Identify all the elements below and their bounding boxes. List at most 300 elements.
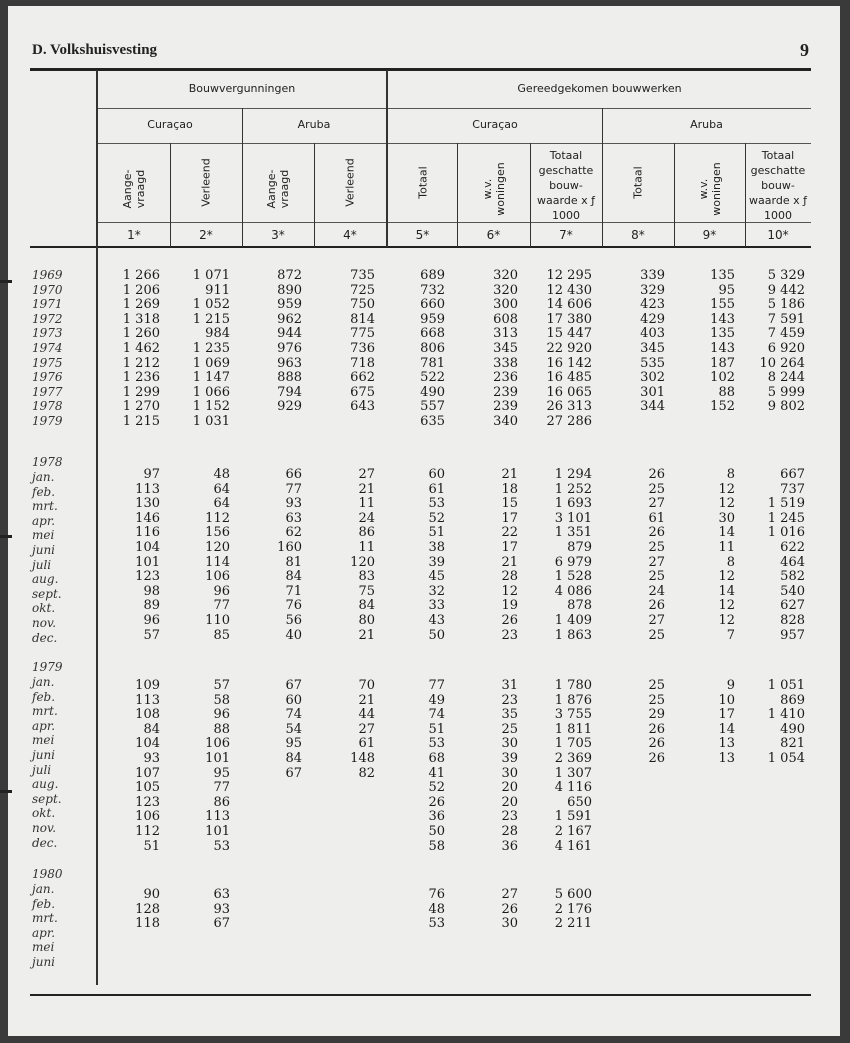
year-label: 1978 bbox=[32, 455, 63, 469]
table-cell: 77 bbox=[213, 780, 230, 796]
row-label: mrt. bbox=[32, 704, 58, 719]
row-label: dec. bbox=[32, 835, 58, 850]
table-cell: 67 bbox=[213, 916, 230, 932]
table-cell: 1 318 bbox=[122, 311, 160, 327]
table-cell: 21 bbox=[501, 467, 518, 482]
table-cell: 320 bbox=[493, 268, 518, 283]
table-cell: 339 bbox=[640, 268, 665, 283]
table-cell: 2 176 bbox=[554, 901, 592, 917]
table-cell: 26 bbox=[648, 721, 665, 737]
table-cell: 26 bbox=[648, 736, 665, 752]
row-label: jan. bbox=[32, 675, 55, 689]
table-cell: 16 065 bbox=[546, 384, 592, 400]
row-label: nov. bbox=[32, 821, 57, 835]
table-cell: 622 bbox=[780, 540, 805, 555]
table-cell: 39 bbox=[428, 554, 445, 570]
table-cell: 557 bbox=[420, 399, 445, 415]
table-cell: 70 bbox=[358, 678, 375, 693]
table-cell: 118 bbox=[135, 916, 160, 932]
table-cell: 116 bbox=[135, 525, 160, 541]
table-cell: 320 bbox=[493, 282, 518, 298]
table-cell: 1 863 bbox=[554, 627, 592, 643]
table-cell: 26 bbox=[501, 613, 518, 628]
table-cell: 12 bbox=[501, 583, 518, 599]
table-cell: 1 052 bbox=[192, 297, 230, 313]
table-cell: 582 bbox=[780, 569, 805, 585]
table-cell: 20 bbox=[501, 780, 518, 796]
column-number: 1* bbox=[127, 228, 141, 242]
table-cell: 156 bbox=[205, 525, 230, 541]
table-cell: 984 bbox=[205, 326, 230, 342]
row-label: mei bbox=[32, 528, 55, 543]
table-cell: 8 bbox=[726, 554, 735, 570]
table-cell: 814 bbox=[350, 311, 375, 327]
table-cell: 522 bbox=[420, 370, 445, 386]
group-header-permits: Bouwvergunningen bbox=[188, 82, 296, 95]
table-cell: 98 bbox=[143, 583, 160, 599]
table-cell: 27 bbox=[648, 613, 665, 628]
table-cell: 24 bbox=[358, 510, 375, 526]
table-cell: 660 bbox=[420, 297, 445, 313]
table-cell: 120 bbox=[350, 554, 375, 570]
table-cell: 51 bbox=[143, 838, 160, 854]
table-cell: 1 410 bbox=[767, 707, 805, 723]
column-header: Verleend bbox=[343, 158, 357, 207]
row-label: okt. bbox=[32, 806, 56, 821]
table-cell: 31 bbox=[501, 678, 518, 693]
table-cell: 959 bbox=[277, 297, 302, 313]
table-cell: 1 409 bbox=[554, 613, 592, 628]
table-cell: 959 bbox=[420, 311, 445, 327]
table-cell: 403 bbox=[640, 326, 665, 342]
table-cell: 26 bbox=[648, 598, 665, 614]
page-number: 9 bbox=[800, 40, 809, 60]
table-cell: 88 bbox=[213, 721, 230, 737]
table-cell: 96 bbox=[213, 583, 230, 599]
column-number: 7* bbox=[559, 228, 573, 242]
table-cell: 135 bbox=[710, 326, 735, 342]
column-number: 4* bbox=[343, 228, 357, 242]
table-cell: 794 bbox=[277, 384, 302, 400]
table-cell: 490 bbox=[420, 384, 445, 400]
table-cell: 239 bbox=[493, 399, 518, 415]
table-cell: 25 bbox=[648, 678, 665, 693]
table-cell: 429 bbox=[640, 311, 665, 327]
table-cell: 643 bbox=[350, 399, 375, 415]
table-cell: 329 bbox=[640, 282, 665, 298]
table-cell: 8 244 bbox=[767, 370, 805, 386]
table-cell: 11 bbox=[358, 496, 375, 512]
row-label: aug. bbox=[32, 777, 59, 792]
column-number: 3* bbox=[271, 228, 285, 242]
table-cell: 29 bbox=[648, 707, 665, 723]
table-cell: 25 bbox=[648, 627, 665, 643]
row-label: 1969 bbox=[32, 268, 63, 282]
table-cell: 135 bbox=[710, 268, 735, 283]
table-cell: 148 bbox=[350, 751, 375, 766]
table-cell: 64 bbox=[213, 496, 230, 512]
table-cell: 675 bbox=[350, 384, 375, 400]
table-cell: 74 bbox=[428, 707, 445, 723]
table-cell: 1 462 bbox=[122, 341, 160, 356]
table-cell: 775 bbox=[350, 326, 375, 342]
table-cell: 1 016 bbox=[767, 525, 805, 541]
row-label: 1976 bbox=[32, 370, 63, 385]
table-cell: 1 307 bbox=[554, 765, 592, 781]
table-cell: 5 329 bbox=[767, 268, 805, 283]
group-divider bbox=[386, 70, 388, 247]
table-cell: 113 bbox=[205, 809, 230, 825]
row-label: 1974 bbox=[32, 341, 63, 355]
table-cell: 14 bbox=[718, 721, 735, 737]
table-cell: 2 167 bbox=[554, 824, 592, 839]
table-cell: 19 bbox=[501, 598, 518, 614]
row-label: juni bbox=[32, 748, 56, 762]
table-cell: 608 bbox=[493, 311, 518, 327]
table-cell: 23 bbox=[501, 692, 518, 708]
table-cell: 77 bbox=[285, 481, 302, 497]
table-cell: 53 bbox=[213, 838, 230, 854]
column-number: 6* bbox=[486, 228, 501, 242]
column-number: 9* bbox=[702, 228, 717, 242]
table-cell: 1 245 bbox=[767, 510, 805, 526]
column-header: w.v. woningen bbox=[696, 162, 723, 216]
table-cell: 51 bbox=[428, 721, 445, 737]
table-cell: 143 bbox=[710, 341, 735, 356]
table-cell: 1 236 bbox=[122, 370, 160, 386]
table-cell: 146 bbox=[135, 510, 160, 526]
column-header: w.v. woningen bbox=[480, 162, 507, 216]
table-cell: 1 252 bbox=[554, 481, 592, 497]
table-cell: 60 bbox=[428, 467, 445, 482]
table-cell: 911 bbox=[205, 282, 230, 298]
table-cell: 7 591 bbox=[767, 311, 805, 327]
row-label: 1971 bbox=[32, 297, 63, 312]
table-cell: 1 069 bbox=[192, 355, 230, 371]
column-number: 5* bbox=[415, 228, 430, 242]
year-label: 1980 bbox=[32, 867, 63, 881]
row-label: dec. bbox=[32, 630, 58, 645]
row-label: aug. bbox=[32, 572, 59, 587]
table-cell: 10 264 bbox=[759, 355, 805, 371]
table-cell: 21 bbox=[358, 481, 375, 497]
column-number: 10* bbox=[767, 228, 789, 242]
table-cell: 313 bbox=[493, 326, 518, 342]
table-cell: 1 260 bbox=[122, 326, 160, 342]
table-cell: 13 bbox=[718, 751, 735, 766]
table-cell: 345 bbox=[640, 341, 665, 356]
table-cell: 929 bbox=[277, 399, 302, 415]
table-cell: 60 bbox=[285, 692, 302, 708]
table-cell: 18 bbox=[501, 481, 518, 497]
table-cell: 1 705 bbox=[554, 736, 592, 752]
table-cell: 96 bbox=[213, 707, 230, 723]
table-cell: 535 bbox=[640, 355, 665, 371]
table-cell: 2 369 bbox=[554, 751, 592, 766]
table-cell: 80 bbox=[358, 613, 375, 628]
table-cell: 102 bbox=[710, 370, 735, 386]
row-label: apr. bbox=[32, 513, 56, 528]
table-cell: 110 bbox=[205, 613, 230, 628]
subgroup-curacao-permits: Curaçao bbox=[147, 118, 193, 131]
table-cell: 4 161 bbox=[554, 838, 592, 854]
table-cell: 732 bbox=[420, 282, 445, 298]
row-label: mrt. bbox=[32, 911, 58, 926]
table-cell: 17 bbox=[718, 707, 735, 723]
column-header: Totaal bbox=[631, 166, 645, 199]
table-cell: 17 380 bbox=[546, 311, 592, 327]
table-cell: 74 bbox=[285, 707, 302, 723]
table-cell: 23 bbox=[501, 809, 518, 825]
table-cell: 40 bbox=[285, 627, 302, 643]
row-label: mei bbox=[32, 940, 55, 955]
table-cell: 872 bbox=[277, 268, 302, 283]
table-cell: 109 bbox=[135, 678, 160, 693]
table-cell: 5 999 bbox=[767, 384, 805, 400]
table-cell: 187 bbox=[710, 355, 735, 371]
table-cell: 35 bbox=[501, 707, 518, 723]
table-cell: 9 802 bbox=[767, 399, 805, 415]
table-cell: 27 bbox=[648, 496, 665, 512]
table-cell: 61 bbox=[358, 736, 375, 752]
table-cell: 49 bbox=[428, 692, 445, 708]
table-cell: 30 bbox=[501, 736, 518, 752]
table-cell: 89 bbox=[143, 598, 160, 614]
table-cell: 6 920 bbox=[767, 341, 805, 356]
table-cell: 668 bbox=[420, 326, 445, 342]
column-header: Verleend bbox=[199, 158, 213, 207]
rule bbox=[96, 108, 811, 109]
table-cell: 14 bbox=[718, 583, 735, 599]
row-label: mrt. bbox=[32, 499, 58, 514]
table-cell: 104 bbox=[135, 736, 160, 752]
table-cell: 90 bbox=[143, 887, 160, 902]
table-cell: 2 211 bbox=[554, 916, 592, 932]
table-cell: 1 519 bbox=[767, 496, 805, 512]
table-cell: 26 bbox=[648, 467, 665, 482]
table-cell: 84 bbox=[285, 751, 302, 766]
table-cell: 1 351 bbox=[554, 525, 592, 541]
table-cell: 67 bbox=[285, 678, 302, 693]
row-label: juli bbox=[32, 557, 52, 572]
table-cell: 750 bbox=[350, 297, 375, 313]
table-cell: 1 031 bbox=[192, 414, 230, 429]
table-cell: 890 bbox=[277, 282, 302, 298]
table-cell: 1 591 bbox=[554, 809, 592, 825]
table-cell: 1 780 bbox=[554, 678, 592, 693]
table-cell: 1 051 bbox=[767, 678, 805, 693]
table-cell: 16 142 bbox=[546, 355, 592, 371]
table-cell: 95 bbox=[718, 282, 735, 298]
table-cell: 20 bbox=[501, 794, 518, 810]
table-cell: 13 bbox=[718, 736, 735, 752]
table-cell: 12 bbox=[718, 613, 735, 628]
table-cell: 85 bbox=[213, 627, 230, 643]
row-label: 1972 bbox=[32, 311, 63, 326]
table-cell: 86 bbox=[358, 525, 375, 541]
table-cell: 1 152 bbox=[192, 399, 230, 415]
table-cell: 26 bbox=[648, 525, 665, 541]
table-cell: 540 bbox=[780, 583, 805, 599]
table-cell: 114 bbox=[205, 554, 230, 570]
table-cell: 627 bbox=[780, 598, 805, 614]
table-cell: 93 bbox=[143, 751, 160, 766]
table-cell: 1 299 bbox=[122, 384, 160, 400]
table-cell: 27 bbox=[648, 554, 665, 570]
table-cell: 105 bbox=[135, 780, 160, 796]
table-cell: 84 bbox=[358, 598, 375, 614]
table-cell: 66 bbox=[285, 467, 302, 482]
table-cell: 1 071 bbox=[192, 268, 230, 283]
table-cell: 17 bbox=[501, 540, 518, 555]
table-cell: 340 bbox=[493, 414, 518, 429]
table-cell: 344 bbox=[640, 399, 665, 415]
table-cell: 25 bbox=[648, 481, 665, 497]
table-cell: 423 bbox=[640, 297, 665, 313]
table-cell: 27 bbox=[358, 467, 375, 482]
table-cell: 63 bbox=[213, 887, 230, 902]
table-cell: 781 bbox=[420, 355, 445, 371]
table-cell: 301 bbox=[640, 384, 665, 400]
table-cell: 963 bbox=[277, 355, 302, 371]
table-cell: 21 bbox=[501, 554, 518, 570]
table-cell: 6 979 bbox=[554, 554, 592, 570]
table-cell: 7 459 bbox=[767, 326, 805, 342]
table-cell: 9 bbox=[726, 678, 735, 693]
table-cell: 108 bbox=[135, 707, 160, 723]
table-cell: 10 bbox=[718, 692, 735, 708]
table-cell: 4 116 bbox=[554, 780, 592, 796]
table-cell: 26 313 bbox=[546, 399, 592, 415]
table-cell: 1 269 bbox=[122, 297, 160, 313]
column-header: Aange- vraagd bbox=[121, 169, 147, 209]
table-cell: 16 485 bbox=[546, 370, 592, 386]
table-cell: 143 bbox=[710, 311, 735, 327]
table-cell: 23 bbox=[501, 627, 518, 643]
table-cell: 112 bbox=[205, 510, 230, 526]
row-label: juni bbox=[32, 955, 56, 969]
row-label: feb. bbox=[32, 896, 56, 911]
column-header: Aange- vraagd bbox=[265, 169, 291, 209]
column-header: Totaal bbox=[416, 166, 429, 199]
table-cell: 1 693 bbox=[554, 496, 592, 512]
table-cell: 1 294 bbox=[554, 467, 592, 482]
row-label: 1970 bbox=[32, 282, 63, 297]
table-cell: 52 bbox=[428, 510, 445, 526]
table-cell: 26 bbox=[648, 751, 665, 766]
table-cell: 12 bbox=[718, 598, 735, 614]
table-cell: 25 bbox=[648, 692, 665, 708]
table-cell: 97 bbox=[143, 467, 160, 482]
table-cell: 101 bbox=[205, 751, 230, 766]
table-cell: 53 bbox=[428, 496, 445, 512]
table-cell: 106 bbox=[135, 809, 160, 825]
table-cell: 36 bbox=[501, 838, 518, 854]
table-cell: 68 bbox=[428, 751, 445, 766]
table-cell: 95 bbox=[285, 736, 302, 752]
column-header: Totaal geschatte bouw-waarde x ƒ 1000 bbox=[749, 149, 807, 222]
table-cell: 101 bbox=[205, 824, 230, 839]
header-bottom-rule bbox=[30, 246, 811, 248]
table-cell: 155 bbox=[710, 297, 735, 313]
table-cell: 806 bbox=[420, 341, 445, 356]
table-cell: 120 bbox=[205, 540, 230, 555]
table-cell: 93 bbox=[213, 901, 230, 917]
row-label: jan. bbox=[32, 882, 55, 896]
table-cell: 1 066 bbox=[192, 384, 230, 400]
table-cell: 24 bbox=[648, 583, 665, 599]
table-cell: 735 bbox=[350, 268, 375, 283]
table-cell: 239 bbox=[493, 384, 518, 400]
table-cell: 95 bbox=[213, 765, 230, 781]
table-cell: 976 bbox=[277, 341, 302, 356]
table-cell: 12 bbox=[718, 481, 735, 497]
table-cell: 878 bbox=[567, 598, 592, 614]
table-cell: 338 bbox=[493, 355, 518, 371]
table-cell: 28 bbox=[501, 824, 518, 839]
table-cell: 736 bbox=[350, 341, 375, 356]
table-cell: 77 bbox=[428, 678, 445, 693]
table-cell: 464 bbox=[780, 554, 805, 570]
table-cell: 81 bbox=[285, 554, 302, 570]
table-cell: 12 bbox=[718, 496, 735, 512]
table-cell: 41 bbox=[428, 765, 445, 781]
table-cell: 112 bbox=[135, 824, 160, 839]
row-label: sept. bbox=[32, 791, 62, 806]
table-cell: 5 600 bbox=[554, 887, 592, 902]
group-header-completed: Gereedgekomen bouwwerken bbox=[517, 82, 682, 95]
table-cell: 123 bbox=[135, 569, 160, 585]
table-cell: 17 bbox=[501, 510, 518, 526]
binding-mark bbox=[0, 280, 12, 283]
row-label: juli bbox=[32, 762, 52, 777]
table-cell: 52 bbox=[428, 780, 445, 796]
table-cell: 11 bbox=[718, 540, 735, 555]
table-cell: 26 bbox=[501, 901, 518, 917]
table-cell: 130 bbox=[135, 496, 160, 512]
table-cell: 737 bbox=[780, 481, 805, 497]
column-number: 2* bbox=[199, 228, 213, 242]
table-cell: 63 bbox=[285, 510, 302, 526]
table-cell: 1 811 bbox=[554, 721, 592, 737]
table-cell: 30 bbox=[501, 916, 518, 932]
table-cell: 12 430 bbox=[546, 282, 592, 298]
table-cell: 4 086 bbox=[554, 583, 592, 599]
table-cell: 8 bbox=[726, 467, 735, 482]
table-cell: 25 bbox=[648, 540, 665, 555]
table-cell: 25 bbox=[648, 569, 665, 585]
table-cell: 869 bbox=[780, 692, 805, 708]
table-cell: 32 bbox=[428, 583, 445, 599]
table-cell: 26 bbox=[428, 794, 445, 810]
table-cell: 101 bbox=[135, 554, 160, 570]
table-cell: 1 215 bbox=[122, 414, 160, 429]
table-cell: 15 447 bbox=[546, 326, 592, 342]
row-label: 1978 bbox=[32, 399, 63, 414]
row-label: okt. bbox=[32, 601, 56, 616]
table-cell: 57 bbox=[213, 678, 230, 693]
table-cell: 14 bbox=[718, 525, 735, 541]
table-cell: 106 bbox=[205, 736, 230, 752]
table-cell: 25 bbox=[501, 721, 518, 737]
table-cell: 88 bbox=[718, 384, 735, 400]
table-cell: 14 606 bbox=[546, 297, 592, 313]
row-label: nov. bbox=[32, 616, 57, 630]
subgroup-aruba-completed: Aruba bbox=[690, 118, 723, 131]
table-cell: 490 bbox=[780, 721, 805, 737]
table-cell: 76 bbox=[285, 598, 302, 614]
table-cell: 84 bbox=[143, 721, 160, 737]
